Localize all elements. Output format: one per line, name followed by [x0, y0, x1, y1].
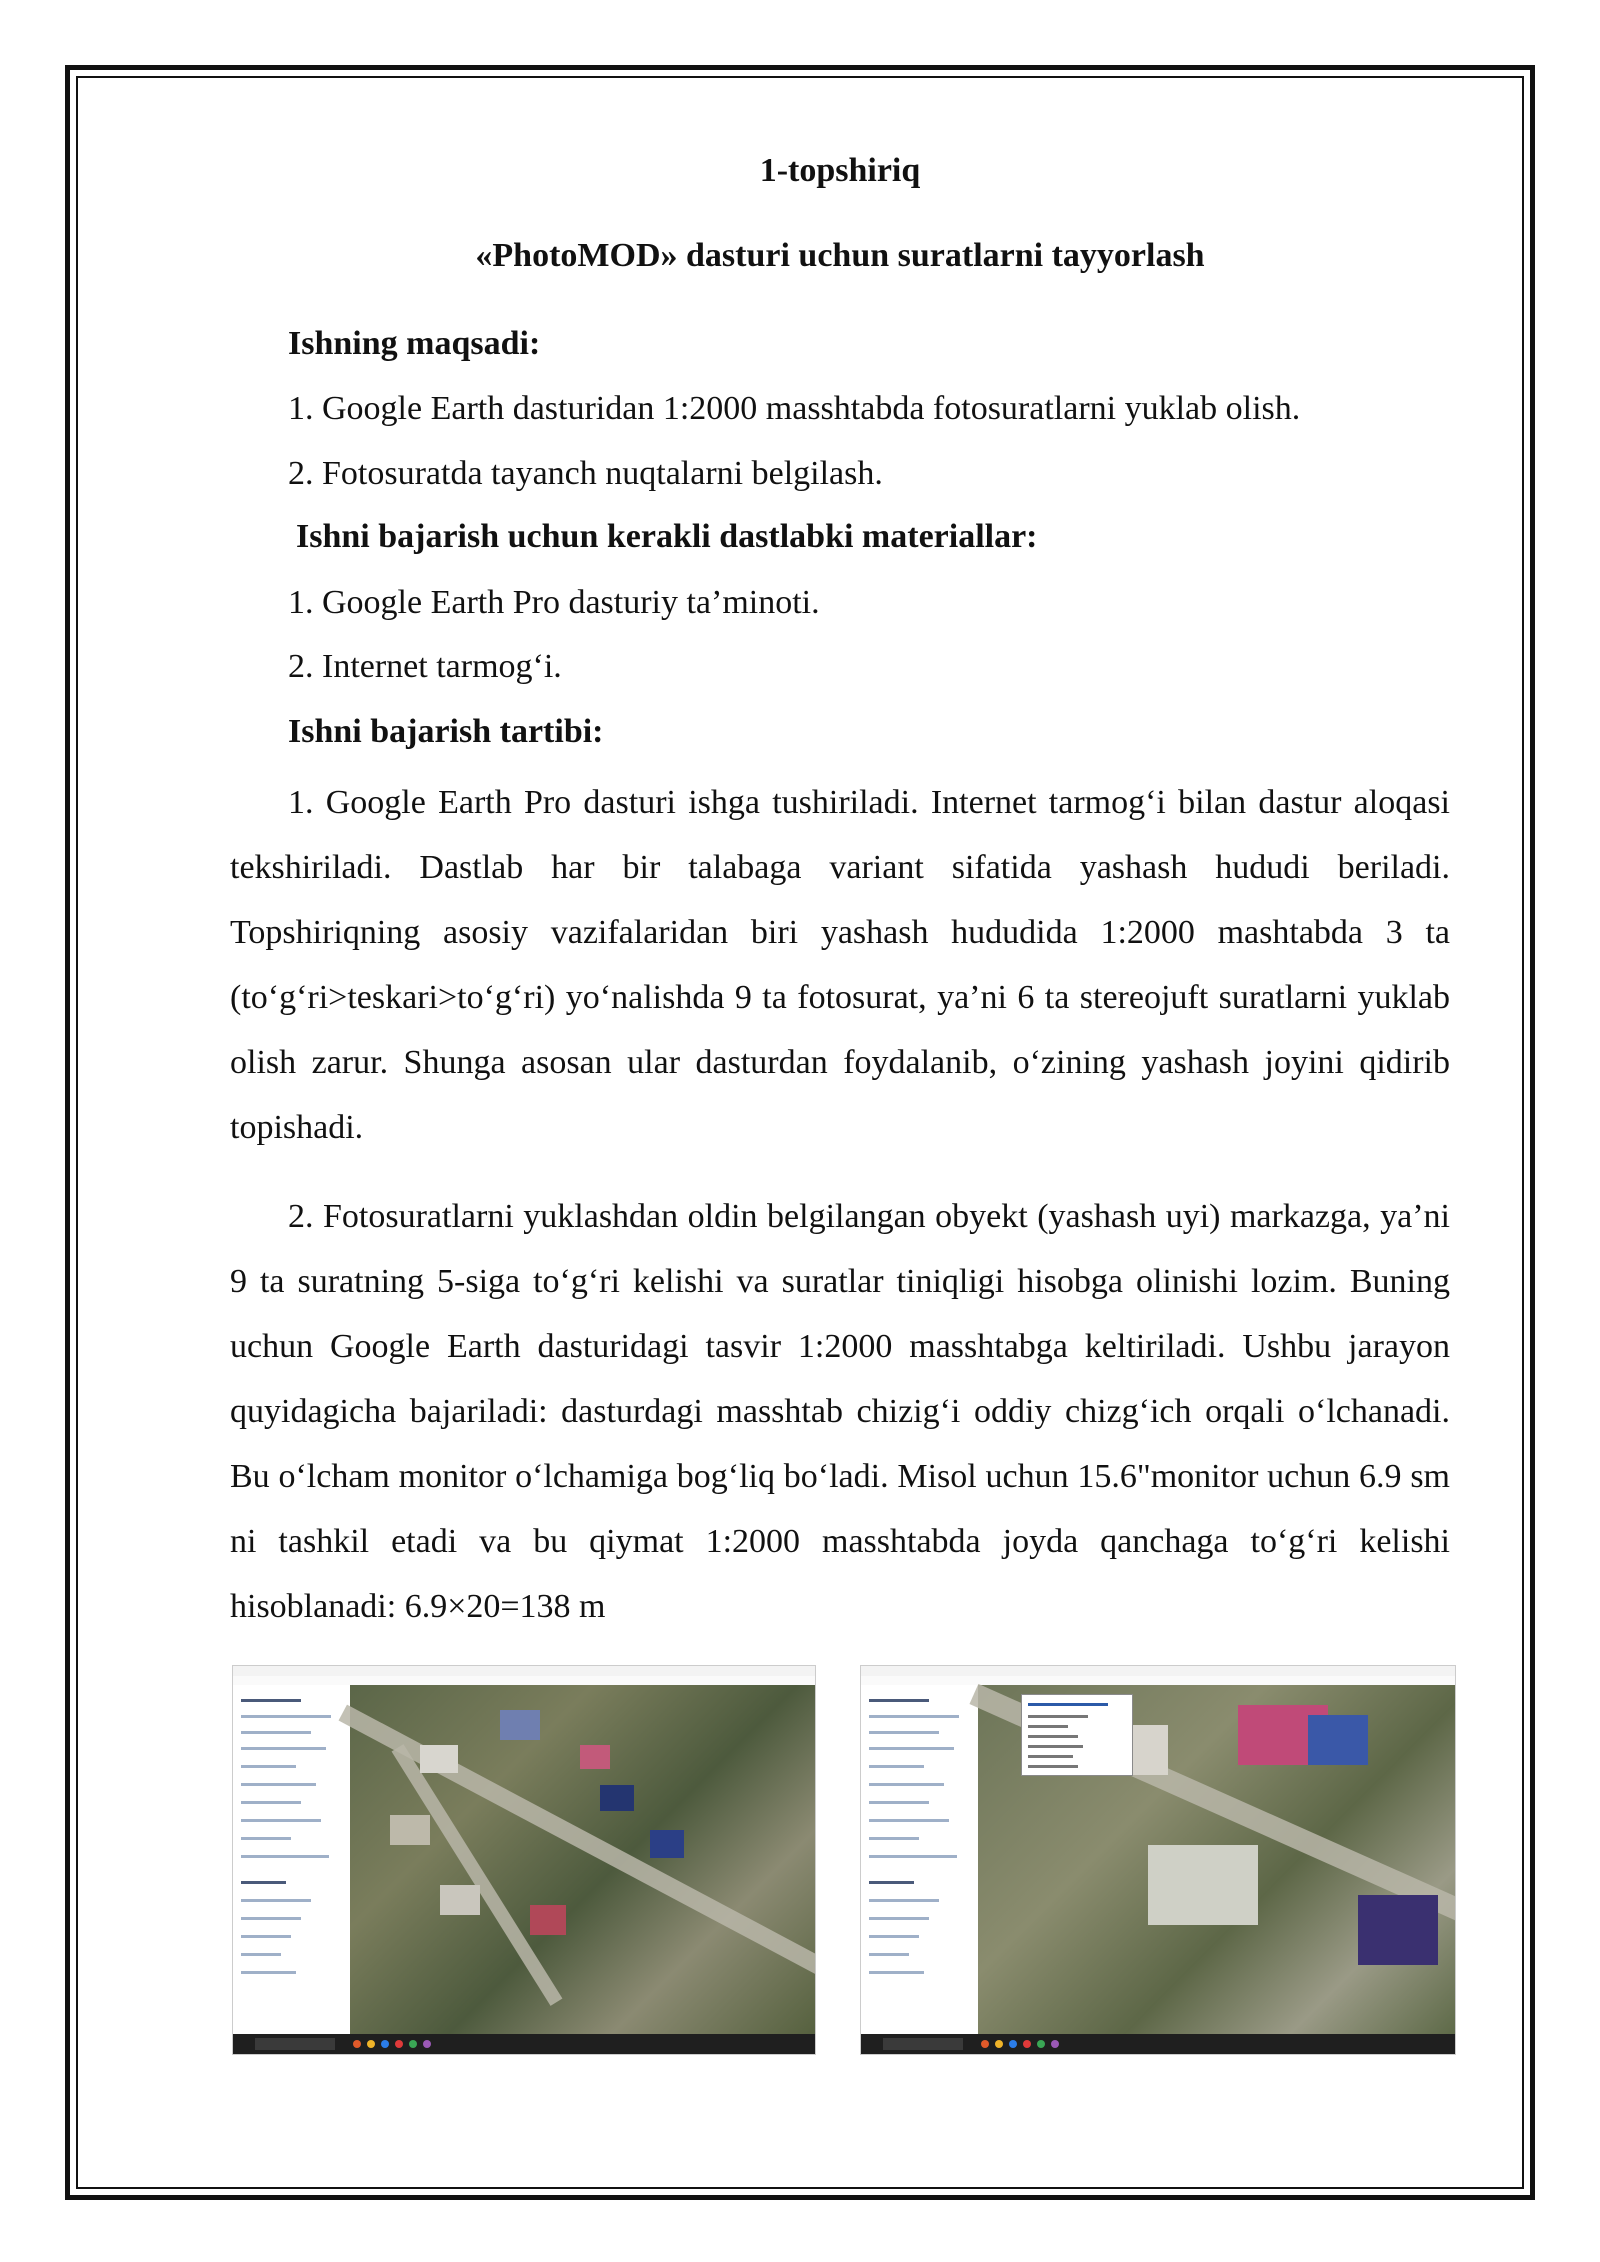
page-title: 1-topshiriq — [759, 152, 921, 189]
page-subtitle: «PhotoMOD» dasturi uchun suratlarni tayyorlash — [475, 237, 1205, 274]
materials-heading: Ishni bajarish uchun kerakli dastlabki materiallar: — [296, 518, 1038, 555]
windows-taskbar — [233, 2034, 815, 2054]
procedure-paragraph-1: 1. Google Earth Pro dasturi ishga tushiriladi. Internet tarmog‘i bilan dastur aloqasi tekshiriladi. Dastlab har bir talabaga variant sifatida yashash hududi beriladi. Topshiriqning asosiy vazifalaridan biri yashash hududida 1:2000 mashtabda 3 ta (to‘g‘ri>teskari>to‘g‘ri) yo‘nalishda 9 ta fotosurat, ya’ni 6 ta stereojuft suratlarni yuklab olish zarur. Shunga asosan ular dasturdan foydalanib, o‘zining yashash joyini qidirib topishadi. — [230, 784, 1450, 1146]
materials-item-2: 2. Internet tarmog‘i. — [288, 648, 562, 685]
procedure-paragraph-2: 2. Fotosuratlarni yuklashdan oldin belgilangan obyekt (yashash uyi) markazga, ya’ni 9 ta suratning 5-siga to‘g‘ri kelishi va suratlar tiniqligi hisobga olinishi lozim. Buning uchun Google Earth dasturidagi tasvir 1:2000 masshtabga keltiriladi. Ushbu jarayon quyidagicha bajariladi: dasturdagi masshtab chizig‘i oddiy chizg‘ich orqali o‘lchanadi. Bu o‘lcham monitor o‘lchamiga bog‘liq bo‘ladi. Misol uchun 15.6"monitor uchun 6.9 sm ni tashkil etadi va bu qiymat 1:2000 masshtabda joyda qanchaga to‘g‘ri kelishi hisoblanadi: 6.9×20=138 m — [230, 1198, 1450, 1625]
screenshot-google-earth-2 — [860, 1665, 1456, 2055]
goal-item-1: 1. Google Earth dasturidan 1:2000 masshtabda fotosuratlarni yuklab olish. — [288, 390, 1301, 427]
dropdown-menu — [1021, 1694, 1133, 1776]
screenshot-google-earth-1 — [232, 1665, 816, 2055]
windows-taskbar — [861, 2034, 1455, 2054]
procedure-heading: Ishni bajarish tartibi: — [288, 713, 604, 750]
sidebar-panel — [861, 1685, 979, 2034]
goal-heading: Ishning maqsadi: — [288, 325, 541, 362]
window-titlebar — [861, 1666, 1455, 1676]
sidebar-panel — [233, 1685, 351, 2034]
window-titlebar — [233, 1666, 815, 1676]
materials-item-1: 1. Google Earth Pro dasturiy ta’minoti. — [288, 584, 820, 621]
goal-item-2: 2. Fotosuratda tayanch nuqtalarni belgilash. — [288, 455, 883, 492]
satellite-map-view — [350, 1685, 815, 2034]
